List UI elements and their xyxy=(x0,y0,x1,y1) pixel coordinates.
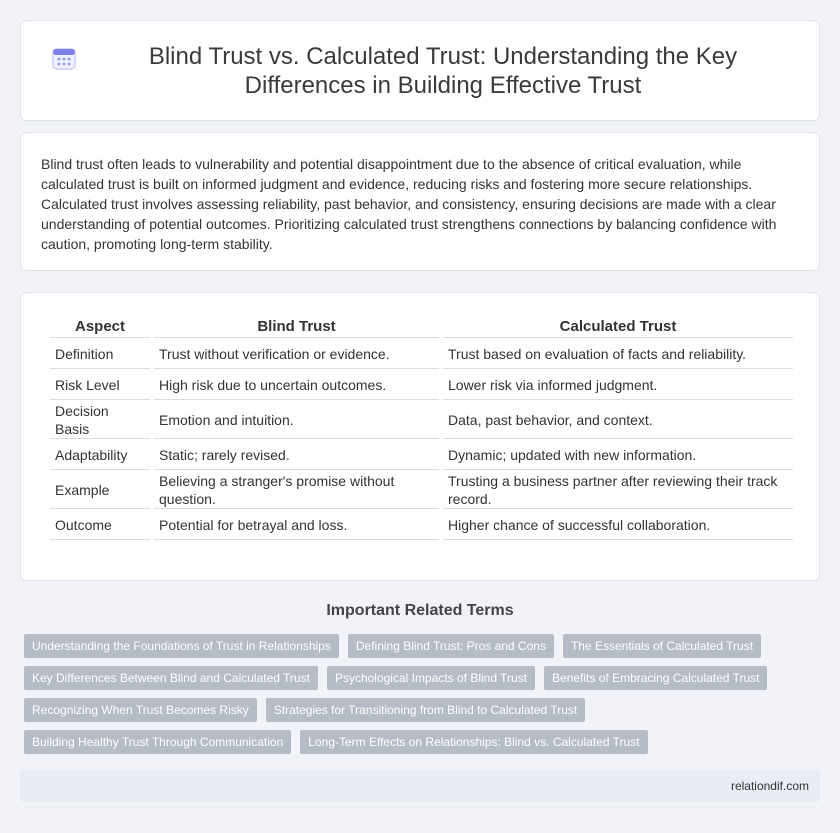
table-cell-calculated: Higher chance of successful collaboration. xyxy=(443,511,793,540)
footer-site-link[interactable]: relationdif.com xyxy=(730,779,809,793)
calendar-icon xyxy=(51,45,77,71)
table-header-row xyxy=(50,315,793,338)
table-cell-blind: High risk due to uncertain outcomes. xyxy=(154,371,439,400)
table-cell-blind: Potential for betrayal and loss. xyxy=(154,511,439,540)
table-cell-blind: Believing a stranger's promise without question. xyxy=(154,472,439,509)
table-cell-aspect: Outcome xyxy=(50,511,150,540)
related-term-tag[interactable]: Key Differences Between Blind and Calculated Trust xyxy=(24,666,318,690)
related-terms-title: Important Related Terms xyxy=(326,602,514,619)
header-aspect: Aspect xyxy=(50,315,150,338)
comparison-table xyxy=(46,313,797,542)
table-cell-aspect: Risk Level xyxy=(50,371,150,400)
page-title: Blind Trust vs. Calculated Trust: Understanding the Key Differences in Building Effective Trust xyxy=(148,42,738,99)
table-cell-blind: Emotion and intuition. xyxy=(154,402,439,439)
related-term-tag[interactable]: Long-Term Effects on Relationships: Blind vs. Calculated Trust xyxy=(300,730,647,754)
comparison-table-card xyxy=(20,292,820,581)
table-cell-calculated: Data, past behavior, and context. xyxy=(443,402,793,439)
related-term-tag[interactable]: The Essentials of Calculated Trust xyxy=(563,634,761,658)
footer xyxy=(20,770,820,802)
related-term-tag[interactable]: Benefits of Embracing Calculated Trust xyxy=(544,666,767,690)
table-row xyxy=(50,371,793,400)
table-row xyxy=(50,441,793,470)
header-blind-trust: Blind Trust xyxy=(154,315,439,338)
table-cell-aspect: Adaptability xyxy=(50,441,150,470)
table-cell-calculated: Lower risk via informed judgment. xyxy=(443,371,793,400)
table-cell-calculated: Trust based on evaluation of facts and reliability. xyxy=(443,340,793,369)
table-cell-aspect: Definition xyxy=(50,340,150,369)
table-cell-aspect: Decision Basis xyxy=(50,402,150,439)
intro-paragraph: Blind trust often leads to vulnerability and potential disappointment due to the absence of critical evaluation, while calculated trust is built on informed judgment and evidence, reducing risks and fostering more secure relationships. Calculated trust involves assessing reliability, past behavior, and consistency, ensuring decisions are made with a clear understanding of potential outcomes. Prioritizing calculated trust strengthens connections by balancing confidence with caution, promoting long-term stability. xyxy=(41,156,777,252)
intro-card xyxy=(20,132,820,271)
header-card xyxy=(20,20,820,121)
table-row xyxy=(50,340,793,369)
header-calculated-trust: Calculated Trust xyxy=(443,315,793,338)
related-term-tag[interactable]: Recognizing When Trust Becomes Risky xyxy=(24,698,257,722)
related-term-tag[interactable]: Strategies for Transitioning from Blind to Calculated Trust xyxy=(266,698,585,722)
table-cell-calculated: Trusting a business partner after reviewing their track record. xyxy=(443,472,793,509)
table-row xyxy=(50,472,793,509)
table-cell-aspect: Example xyxy=(50,472,150,509)
related-term-tag[interactable]: Understanding the Foundations of Trust in Relationships xyxy=(24,634,339,658)
related-terms-list xyxy=(24,634,824,762)
table-cell-blind: Trust without verification or evidence. xyxy=(154,340,439,369)
related-term-tag[interactable]: Building Healthy Trust Through Communication xyxy=(24,730,291,754)
related-term-tag[interactable]: Defining Blind Trust: Pros and Cons xyxy=(348,634,554,658)
related-term-tag[interactable]: Psychological Impacts of Blind Trust xyxy=(327,666,535,690)
table-cell-calculated: Dynamic; updated with new information. xyxy=(443,441,793,470)
table-cell-blind: Static; rarely revised. xyxy=(154,441,439,470)
table-row xyxy=(50,511,793,540)
table-row xyxy=(50,402,793,439)
